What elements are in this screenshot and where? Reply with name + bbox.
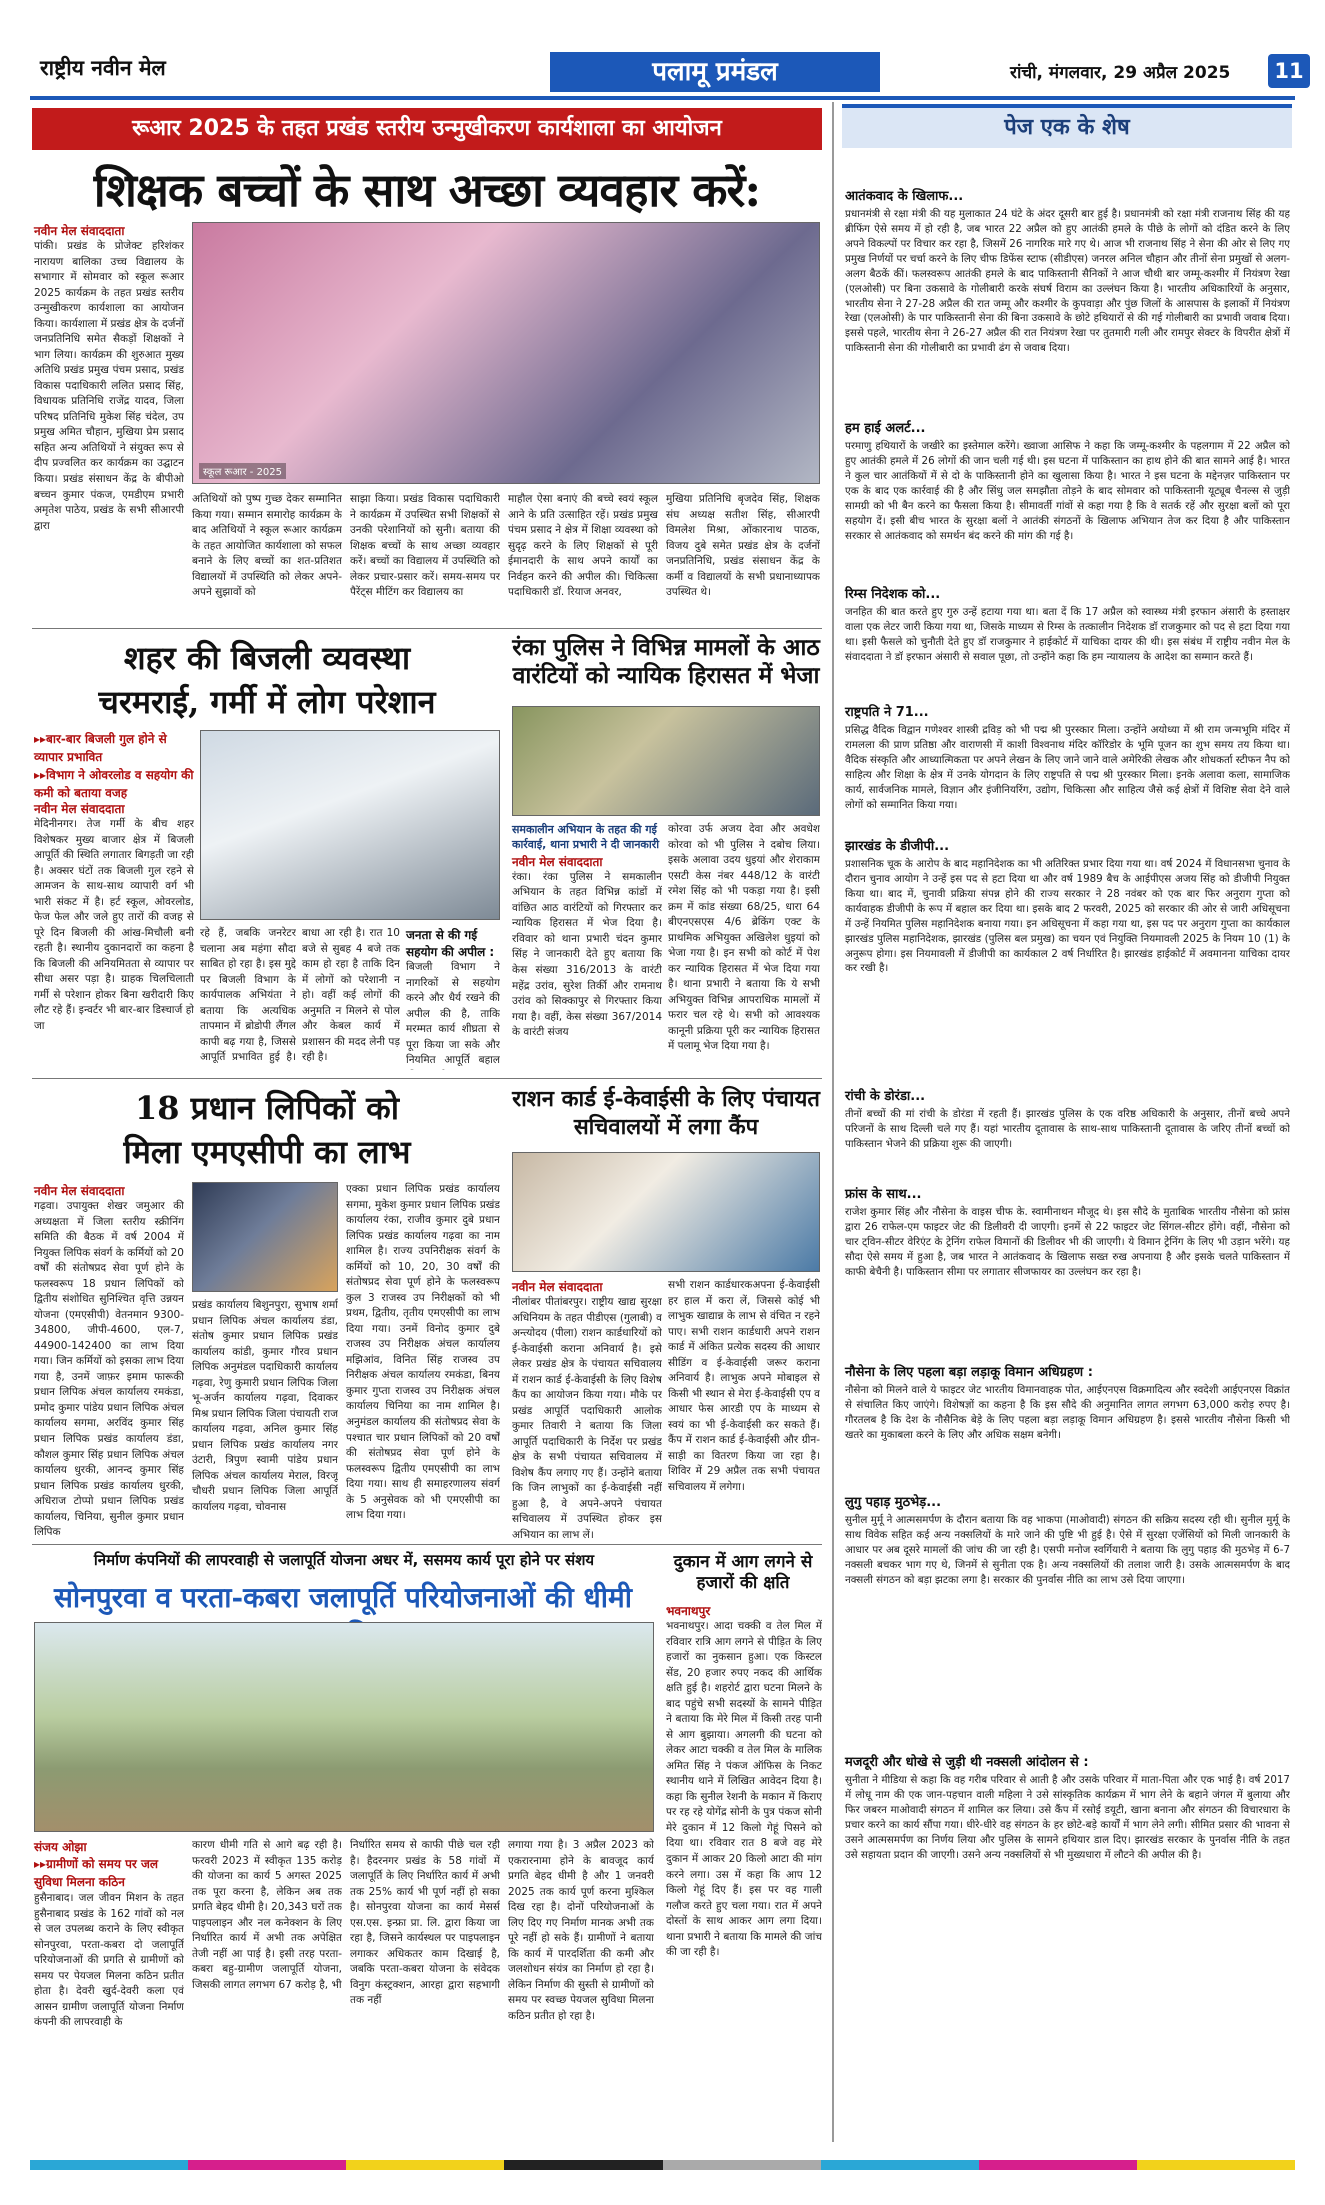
continuation-entry xyxy=(845,1492,1290,1743)
power-deck xyxy=(34,730,194,802)
continuation-entry xyxy=(845,1086,1290,1177)
water-deck-line: ▸▸ ग्रामीणों को समय पर जल सुविधा मिलना कठिन xyxy=(34,1855,184,1891)
water-text-2: कारण धीमी गति से आगे बढ़ रही है। फरवरी 2023 में स्वीकृत 135 करोड़ की योजना का कार्य 5 अगस्त 2025 तक पूरा करना है, लेकिन अब तक प्रगति बेहद धीमी है। 20,343 घरों तक पाइपलाइन और नल कनेक्शन के लिए निर्धारित कार्य में अभी तक अपेक्षित तेजी नहीं आ पाई है। इसी तरह परता-कबरा बहु-ग्रामीण जलापूर्ति योजना, जिसकी लागत लगभग 67 करोड़ है, भी xyxy=(192,1839,342,1991)
power-headline-2: चरमराई, गर्मी में लोग परेशान xyxy=(98,683,436,721)
police-headline: रंका पुलिस ने विभिन्न मामलों के आठ वारंटियों को न्यायिक हिरासत में भेजा xyxy=(512,634,820,689)
entry-title: फ्रांस के साथ... xyxy=(845,1187,922,1202)
fire-headline: दुकान में आग लगने से हजारों की क्षति xyxy=(673,1552,813,1594)
lead-text-3: साझा किया। प्रखंड विकास पदाधिकारी ने कार्यक्रम में उपस्थित सभी शिक्षकों से उनकी परेशानियों को सुनी। बताया की शिक्षक बच्चों के साथ अच्छा व्यवहार करें। बच्चों का विद्यालय में उपस्थिति को लेकर प्रचार-प्रसार करें। समय-समय पर पैरेंट्स मीटिंग कर विद्यालय का xyxy=(350,493,500,599)
water-kicker: निर्माण कंपनियों की लापरवाही से जलापूर्ति योजना अधर में, ससमय कार्य पूरा होने पर संशय xyxy=(93,1551,595,1569)
police-col-1 xyxy=(512,822,662,1060)
column-separator xyxy=(832,102,834,2142)
ration-col-1 xyxy=(512,1278,662,1540)
lead-photo-banner: स्कूल रूआर - 2025 xyxy=(199,463,286,479)
entry-title: नौसेना के लिए पहला बड़ा लड़ाकू विमान अधिग्रहण : xyxy=(845,1365,1093,1380)
color-swatch xyxy=(346,2160,504,2170)
continuation-entry xyxy=(845,1184,1290,1355)
color-swatch xyxy=(1137,2160,1295,2170)
color-swatch xyxy=(821,2160,979,2170)
lead-text-4: माहौल ऐसा बनाएं की बच्चे स्वयं स्कूल आने के प्रति उत्साहित रहें। प्रखंड प्रमुख पंचम प्रसाद ने क्षेत्र में शिक्षा व्यवस्था को सुदृढ़ करने के लिए शिक्षकों से पूरी ईमानदारी के साथ अपने कार्यों का निर्वहन करने की अपील की। चिकित्सा पदाधिकारी डॉ. रियाज अनवर, xyxy=(508,493,658,599)
entry-text: प्रशासनिक चूक के आरोप के बाद महानिदेशक का भी अतिरिक्त प्रभार दिया गया था। वर्ष 2024 में विधानसभा चुनाव के दौरान चुनाव आयोग ने उन्हें इस पद से हटा दिया था और वर्ष 1989 बैच के आईपीएस अजय सिंह को डीजीपी नियुक्त किया था। बाद में, चुनावी प्रक्रिया संपन्न होने की राज्य सरकार ने 28 नवंबर को एक बार फिर अनुराग गुप्ता को कार्यवाहक डीजीपी के रूप में बहाल कर दिया था। इसके बाद 2 फरवरी, 2025 को सरकार की ओर से जारी अधिसूचना में उन्हें नियमित पुलिस महानिदेशक बनाया गया। इन अधिसूचना में कहा गया था, इस पद पर अनुराग गुप्ता का कार्यकाल झारखंड पुलिस महानिदेशक, झारखंड (पुलिस बल प्रमुख) का चयन एवं नियुक्ति नियमावली 2025 के नियम 10 (1) के अनुरूप होगा। इस नियमावली में डीजीपी का कार्यकाल 2 वर्ष निर्धारित है। झारखंड हाईकोर्ट में अवमानना याचिका दायर कर रखी है। xyxy=(845,858,1290,975)
continuation-entry xyxy=(845,1362,1290,1479)
fire-text: भवनाथपुर। आदा चक्की व तेल मिल में रविवार रात्रि आग लगने से पीड़ित के लिए हजारों का नुकसान हुआ। एक किस्टल सेंड, 20 हजार रुपए नकद की आर्थिक क्षति हुई है। शहरोर्ट द्वारा घटना मिलने के बाद पहुंचे सभी सदस्यों के सामने पीड़ित ने बताया कि मेरे मिल में किसी तरह पानी से आग बुझाया। अगलगी की घटना को लेकर आटा चक्की व तेल मिल के मालिक अमित सिंह ने पंकज ऑफिस के निकट स्थानीय थाने में लिखित आवेदन दिया है। कहा कि सुनील रेशनी के मकान में किराए पर रह रहे योगेंद्र सोनी के पुत्र पंकज सोनी मेरे दुकान में 12 किलो गेहूं पिसने को दिया था। रविवार रात 8 बजे वह मेरे दुकान में आकर 20 किलो आटा की मांग करने लगा। उस में कहा कि आप 12 किलो गेहूं दिए हैं। इस पर वह गाली गलौज करते हुए चला गया। रात में अपने दोस्तों के साथ आकर आग लगा दिया। थाना प्रभारी ने बताया कि मामले की जांच की जा रही है। xyxy=(666,1620,822,1959)
header-rule xyxy=(30,96,1295,100)
color-swatch xyxy=(663,2160,821,2170)
water-text-3: निर्धारित समय से काफी पीछे चल रही है। हैदरनगर प्रखंड के 58 गांवों में जलापूर्ति के लिए निर्धारित कार्य में अभी तक 25% कार्य भी पूर्ण नहीं हो सका है। सोनपुरवा योजना का कार्य मेसर्स एस.एस. इन्फ्रा प्रा. लि. द्वारा किया जा रहा है, जिसने कार्यस्थल पर पाइपलाइन लगाकर अधिकतर काम दिखाई है, जबकि परता-कबरा योजना के संवेदक विनुग कंस्ट्रक्शन, आरहा द्वारा सहभागी तक नहीं xyxy=(350,1839,500,2007)
police-text-1: रंका। रंका पुलिस ने समकालीन अभियान के तहत विभिन्न कांडों में वांछित आठ वारंटियों को गिरफ्तार कर न्यायिक हिरासत में भेज दिया है। रविवार को थाना प्रभारी चंदन कुमार सिंह ने जानकारी देते हुए बताया कि केस संख्या 316/2013 के वारंटी महेंद्र उरांव, सुरेश तिर्की और रामनाथ उरांव को सिक्कापुर से गिरफ्तार किया गया है। वहीं, केस संख्या 367/2014 के वारंटी संजय xyxy=(512,870,662,1039)
pradhan-col-1 xyxy=(34,1182,184,1549)
power-subhead: जनता से की गई सहयोग की अपील : xyxy=(406,928,495,959)
ration-byline: नवीन मेल संवाददाता xyxy=(512,1280,603,1294)
entry-title: रांची के डोरंडा... xyxy=(845,1089,926,1104)
entry-text: सुनीता ने मीडिया से कहा कि वह गरीब परिवार से आती है और उसके परिवार में माता-पिता और एक भाई है। वर्ष 2017 में लोधू नाम की एक जान-पहचान वाली महिला ने उसे सांस्कृतिक कार्यक्रम में भाग लेने के बहाने जंगल में बुलाया और फिर जबरन माओवादी संगठन में शामिल कर लिया। उसे कैंप में रसोई डयूटी, खाना बनाना और संगठन की विचारधारा के प्रचार करने का कार्य सौंपा गया। धीरे-धीरे वह संगठन के हर छोटे-बड़े कार्यों में भाग लेने लगी। सीमित प्रसार की भावना से उसने आत्मसमर्पण का निर्णय लिया और पुलिस के सामने हथियार डाल दिए। झारखंड सरकार के पुनर्वास नीति के तहत उसे सहायता प्रदान की जाएगी। उसने अन्य नक्सलियों से भी मुख्यधारा में लौटने की अपील की है। xyxy=(845,1774,1290,1861)
lead-text-1: पांकी। प्रखंड के प्रोजेक्ट हरिशंकर नारायण बालिका उच्च विद्यालय के सभागार में सोमवार को स्कूल रूआर 2025 कार्यक्रम के तहत प्रखंड स्तरीय उन्मुखीकरण कार्यशाला का आयोजन किया। कार्यशाला में प्रखंड क्षेत्र के दर्जनों जनप्रतिनिधि समेत सैकड़ों शिक्षकों ने भाग लिया। कार्यक्रम की शुरुआत मुख्य अतिथि प्रखंड प्रमुख पंचम प्रसाद, प्रखंड विकास पदाधिकारी ललित प्रसाद सिंह, विधायक प्रतिनिधि राजेंद्र यादव, जिला परिषद प्रतिनिधि मुकेश सिंह चंदेल, उप प्रमुख अमित चौहान, मुखिया प्रेम प्रसाद सहित अन्य अतिथियों ने संयुक्त रूप से दीप प्रज्वलित कर कार्यक्रम का उद्घाटन किया। प्रखंड संसाधन केंद्र के बीपीओ बच्चन कुमार पंकज, एमडीएम प्रभारी अमृतेश पाठेय, प्रखंड के सभी सीआरपी द्वारा xyxy=(34,240,184,532)
entry-text: सुनील मुर्मू ने आत्मसमर्पण के दौरान बताया कि वह भाकपा (माओवादी) संगठन की सक्रिय सदस्य रही थी। सुनील मुर्मू के साथ विवेक सहित कई अन्य नक्सलियों के मारे जाने की पुष्टि भी हुई है। ऐसे में सुरक्षा एजेंसियों को मिली जानकारी के आधार पर अब दूसरे मामलों की जांच की जा रही है। एसपी मनोज स्वर्गियारी ने बताया कि लुगु पहाड़ की मुठभेड़ में 6-7 नक्सली बचकर भाग गए थे, जिनमें से सुनीता एक है। अन्य नक्सलियों की तलाश जारी है। उसके आत्मसमर्पण के बाद नक्सली संगठन को बड़ा झटका लगा है। सरकार की पुनर्वास नीति का लाभ उसे दिया जाएगा। xyxy=(845,1514,1290,1586)
section-title: पलामू प्रमंडल xyxy=(550,52,880,92)
color-swatch xyxy=(979,2160,1137,2170)
pradhan-photo xyxy=(192,1182,338,1292)
power-headline-1: शहर की बिजली व्यवस्था xyxy=(123,639,411,677)
color-swatch xyxy=(188,2160,346,2170)
police-caption: समकालीन अभियान के तहत की गई कार्रवाई, थाना प्रभारी ने दी जानकारी xyxy=(512,823,660,852)
newspaper-brand: राष्ट्रीय नवीन मेल xyxy=(40,55,166,80)
entry-text: राजेश कुमार सिंह और नौसेना के वाइस चीफ के. स्वामीनाथन मौजूद थे। इस सौदे के मुताबिक भारतीय नौसेना को फ्रांस द्वारा 26 राफेल-एम फाइटर जेट की डिलीवरी दी जाएगी। इनमें से 22 फाइटर जेट सिंगल-सीटर होंगे। वहीं, नौसेना को चार ट्विन-सीटर वेरिएंट के ट्रेनिंग राफेल विमानों की डिलीवर भी की जाएगी। ये विमान ट्रेनिंग के लिए भी उड़ान भरेंगे। यह सौदा ऐसे समय में हुआ है, जब भारत ने आतंकवाद के खिलाफ सख्त रुख अपनाया है और इसके चलते पाकिस्तान में काफी बेचैनी है। पाकिस्तान सीमा पर लगातार सीजफायर का उल्लंघन कर रहा है। xyxy=(845,1206,1290,1278)
power-deck-line: ▸▸ बार-बार बिजली गुल होने से व्यापार प्रभावित xyxy=(34,730,194,766)
page-number: 11 xyxy=(1268,54,1310,88)
water-headline: सोनपुरवा व परता-कबरा जलापूर्ति परियोजनाओं की धीमी xyxy=(54,1581,632,1614)
continuation-entry xyxy=(845,836,1290,1077)
ration-text-1: नीलांबर पीतांबरपुर। राष्ट्रीय खाद्य सुरक्षा अधिनियम के तहत पीडीएस (गुलाबी) व अन्त्योदय (पीला) राशन कार्डधारियों को ई-केवाईसी कराना अनिवार्य है। इसे लेकर प्रखंड क्षेत्र के पंचायत सचिवालय में राशन कार्ड ई-केवाईसी के लिए विशेष कैंप का आयोजन किया गया। मौके पर प्रखंड आपूर्ति पदाधिकारी आलोक कुमार तिवारी ने बताया कि जिला आपूर्ति पदाधिकारी के निर्देश पर प्रखंड क्षेत्र के सभी पंचायत सचिवालय में विशेष कैंप लगाए गए हैं। उन्होंने बताया कि जिन लाभुकों का ई-केवाईसी नहीं हुआ है, वे अपने-अपने पंचायत सचिवालय में उपस्थित होकर इस अभियान का लाभ लें। xyxy=(512,1296,662,1540)
power-text-1: मेदिनीनगर। तेज गर्मी के बीच शहर विशेषकर मुख्य बाजार क्षेत्र में बिजली आपूर्ति की स्थिति लगातार बिगड़ती जा रही है। अक्सर घंटों तक बिजली गुल रहने से आमजन के साथ-साथ व्यापारी वर्ग भी भारी संकट में है। हर्ट स्कूल, ओवरलोड, फेज फेल और जले हुए तारों की वजह से पूरे दिन बिजली की आंख-मिचौली बनी रहती है। स्थानीय दुकानदारों का कहना है कि बिजली की अनियमितता से व्यापार पर सीधा असर पड़ा है। ग्राहक चिलचिलाती गर्मी से परेशान होकर बिना खरीदारी किए लौट रहे हैं। इन्वर्टर भी बार-बार डिस्चार्ज हो जा xyxy=(34,818,194,1032)
water-text-4: लगाया गया है। 3 अप्रैल 2023 को एकरारनामा होने के बावजूद कार्य प्रगति बेहद धीमी है और 1 जनवरी 2025 तक कार्य पूर्ण करना मुश्किल दिख रहा है। दोनों परियोजनाओं के लिए दिए गए निर्माण मानक अभी तक पूरे नहीं हो सके हैं। ग्रामीणों ने बताया कि कार्य में पारदर्शिता की कमी और जलशोधन संयंत्र का निर्माण हो रहा है। लेकिन निर्माण की सुस्ती से ग्रामीणों को समय पर स्वच्छ पेयजल सुविधा मिलना कठिन प्रतीत हो रहा है। xyxy=(508,1839,654,2022)
power-col-4 xyxy=(406,926,500,1070)
entry-title: आतंकवाद के खिलाफ... xyxy=(845,189,964,204)
entry-title: मजदूरी और धोखे से जुड़ी थी नक्सली आंदोलन से : xyxy=(845,1755,1089,1770)
water-col-1 xyxy=(34,1838,184,2131)
lead-photo xyxy=(192,222,820,484)
water-photo xyxy=(34,1622,654,1832)
color-swatch xyxy=(504,2160,662,2170)
lead-headline: शिक्षक बच्चों के साथ अच्छा व्यवहार करें: xyxy=(93,163,761,217)
lead-col-1 xyxy=(34,222,184,639)
ration-headline: राशन कार्ड ई-केवाईसी के लिए पंचायत सचिवालयों में लगा कैंप xyxy=(512,1086,820,1140)
police-byline: नवीन मेल संवाददाता xyxy=(512,854,603,869)
police-text-2: कोरवा उर्फ अजय देवा और अवधेश कोरवा को भी पुलिस ने दबोच लिया। इसके अलावा उदय धुइयां और शेराकाम एसटी केस नंबर 448/12 के वारंटी रमेश सिंह को भी पकड़ा गया है। इसी क्रम में कांड संख्या 68/25, धारा 64 बीएनएसएस 4/6 ब्रेकिंग एक्ट के प्राथमिक अभियुक्त अखिलेश धुइयां को भेजा गया है। इन सभी को कोर्ट में पेश कर न्यायिक हिरासत में भेज दिया गया है। थाना प्रभारी ने बताया कि ये सभी अभियुक्त विभिन्न आपराधिक मामलों में फरार चल रहे थे। सभी को आवश्यक कानूनी प्रक्रिया पूरी कर न्यायिक हिरासत में पलामू भेज दिया गया है। xyxy=(668,823,820,1053)
pradhan-headline-1: 18 प्रधान लिपिकों को xyxy=(134,1089,400,1127)
power-col-1 xyxy=(34,800,194,1077)
power-photo xyxy=(200,730,500,920)
pradhan-byline: नवीन मेल संवाददाता xyxy=(34,1184,125,1198)
pradhan-text-3: एक्का प्रधान लिपिक प्रखंड कार्यालय सगमा, मुकेश कुमार प्रधान लिपिक प्रखंड कार्यालय रंका, राजीव कुमार दुबे प्रधान लिपिक प्रखंड कार्यालय गढ़वा का नाम शामिल है। राज्य उपनिरीक्षक संवर्ग के कर्मियों को 10, 20, 30 वर्षों की संतोषप्रद सेवा पूर्ण होने के फलस्वरूप कुल 3 राजस्व उप निरीक्षकों को भी प्रथम, द्वितीय, तृतीय एमएसीपी का लाभ दिया गया। उनमें विनोद कुमार दुबे राजस्व उप निरीक्षक अंचल कार्यालय मझिआंव, विनित सिंह राजस्व उप निरीक्षक अंचल कार्यालय रमकंडा, बिनय कुमार गुप्ता राजस्व उप निरीक्षक अंचल कार्यालय चिनिया का नाम शामिल है। अनुमंडल कार्यालय की संतोषप्रद सेवा के पश्चात चार प्रधान लिपिकों को 20 वर्षों की संतोषप्रद सेवा पूर्ण होने के फलस्वरूप द्वितीय एमएसीपी का लाभ दिया गया। साथ ही समाहरणालय संवर्ग के 5 अनुसेवक को भी एमएसीपी का लाभ दिया गया। xyxy=(346,1183,500,1522)
divider xyxy=(32,628,822,629)
right-column-tab: पेज एक के शेष xyxy=(842,104,1292,148)
masthead xyxy=(30,42,1304,94)
water-byline: संजय ओझा xyxy=(34,1840,87,1854)
police-photo xyxy=(512,706,820,816)
entry-text: तीनों बच्चों की मां रांची के डोरंडा में रहती हैं। झारखंड पुलिस के एक वरिष्ठ अधिकारी के अनुसार, तीनों बच्चे अपने परिजनों के साथ दिल्ली चले गए हैं। यहां भारतीय दूतावास के साथ-साथ पाकिस्तानी दूतावास के जरिए तीनों बच्चों को पाकिस्तान भेजने की प्रक्रिया शुरू की जाएगी। xyxy=(845,1108,1290,1150)
print-color-bar xyxy=(30,2160,1295,2170)
lead-text-5: मुखिया प्रतिनिधि बृजदेव सिंह, शिक्षक संघ अध्यक्ष सतीश सिंह, सीआरपी विमलेश मिश्रा, ओंकारनाथ पाठक, विजय दुबे समेत प्रखंड क्षेत्र के दर्जनों जनप्रतिनिधि, प्रखंड संसाधन केंद्र के कर्मी व विद्यालयों के सभी प्रधानाध्यापक उपस्थित थे। xyxy=(666,493,820,599)
color-swatch xyxy=(30,2160,188,2170)
power-deck-line: ▸▸ विभाग ने ओवरलोड व सहयोग की कमी को बताया वजह xyxy=(34,766,194,802)
lead-byline: नवीन मेल संवाददाता xyxy=(34,224,125,238)
continuation-entry xyxy=(845,584,1290,695)
fire-byline: भवनाथपुर xyxy=(666,1604,711,1618)
water-deck xyxy=(34,1855,184,1891)
dateline: रांची, मंगलवार, 29 अप्रैल 2025 xyxy=(1010,63,1231,83)
continuation-entry xyxy=(845,1752,1290,2153)
water-text-1: हुसैनाबाद। जल जीवन मिशन के तहत हुसैनाबाद प्रखंड के 162 गांवों को नल से जल उपलब्ध कराने के लिए स्वीकृत सोनपुरवा, परता-कबरा दो जलापूर्ति परियोजनाओं की प्रगति से ग्रामीणों को समय पर पेयजल मिलना कठिन प्रतीत होता है। देवरी खुर्द-देवरी कला एवं आसन ग्रामीण जलापूर्ति योजना निर्माण कंपनी की लापरवाही के xyxy=(34,1892,184,2029)
entry-text: परमाणु हथियारों के जखीरे का इस्तेमाल करेंगे। ख्वाजा आसिफ ने कहा कि जम्मू-कश्मीर के पहलगाम में 22 अप्रैल को हुए आतंकी हमले में 26 लोगों की जान चली गई थी। इस घटना में पाकिस्तान का हाथ होने की बात सामने आई है। भारत ने कुल चार आतंकियों में से दो के पाकिस्तानी होने का खुलासा किया है। भारत ने इस घटना के मद्देनज़र पाकिस्तान पर एक के बाद एक कार्रवाई की है और सिंधु जल समझौता तोड़ने के बाद सोमवार को पाकिस्तानी यूट्यूब चैनल्स से जुड़ी सामग्री को भी बैन करने का फैसला किया है। सीमावर्ती गांवों से कहा गया है कि वे सतर्क रहें और सुरक्षा बलों को पूरा सहयोग दें। इसी बीच भारत के सुरक्षा बलों ने आतंकी संगठनों के खिलाफ अभियान तेज कर दिया है और पाकिस्तान सरकार से आतंकवाद को समर्थन बंद करने की मांग की गई है। xyxy=(845,440,1290,542)
lead-text-2: अतिथियों को पुष्प गुच्छ देकर सम्मानित किया गया। सम्मान समारोह कार्यक्रम के बाद अतिथियों ने स्कूल रूआर कार्यक्रम के तहत आयोजित कार्यशाला को सफल बनाने के लिए बच्चों का शत-प्रतिशत विद्यालयों में उपस्थिति को लेकर अपने-अपने सुझावों को xyxy=(192,493,342,599)
divider xyxy=(32,1078,822,1079)
continuation-entry xyxy=(845,186,1290,432)
ration-photo xyxy=(512,1152,820,1272)
fire-col xyxy=(666,1602,822,2139)
entry-text: प्रधानमंत्री से रक्षा मंत्री की यह मुलाकात 24 घंटे के अंदर दूसरी बार हुई है। प्रधानमंत्री को रक्षा मंत्री राजनाथ सिंह की यह ब्रीफिंग ऐसे समय में हो रही है, जब भारत 22 अप्रैल को हुए आतंकी हमले के पीछे के लोगों को दंडित करने के लिए अपने विकल्पों पर विचार कर रहा है, जिसमें 26 नागरिक मारे गए थे। आज भी राजनाथ सिंह ने सेना की ओर से लिए गए प्रमुख निर्णयों पर चर्चा करने के लिए चीफ डिफेंस स्टाफ (सीडीएस) जनरल अनिल चौहान और तीनों सेना प्रमुखों से अलग-अलग बैठकें कीं। फलस्वरूप आतंकी हमले के बाद पाकिस्तानी सैनिकों ने आज चौथी बार जम्मू-कश्मीर में नियंत्रण रेखा (एलओसी) पर बिना उकसावे के गोलीबारी करके संघर्ष विराम का उल्लंघन किया है। भारतीय अधिकारियों के अनुसार, भारतीय सेना ने 27-28 अप्रैल की रात जम्मू और कश्मीर के कुपवाड़ा और पुंछ जिलों के आसपास के इलाकों में नियंत्रण रेखा (एलओसी) के पार पाकिस्तानी सेना की बिना उकसावे के छोटे हथियारों से की गई गोलीबारी का प्रभावी जवाब दिया। इससे पहले, भारतीय सेना ने 26-27 अप्रैल की रात नियंत्रण रेखा पर तुतमारी गली और रामपुर सेक्टर के विपरीत क्षेत्रों में पाकिस्तानी सेना की गोलीबारी का प्रभावी ढंग से जवाब दिया। xyxy=(845,208,1290,355)
entry-text: नौसेना को मिलने वाले ये फाइटर जेट भारतीय विमानवाहक पोत, आईएनएस विक्रमादित्य और स्वदेशी आईएनएस विक्रांत से संचालित किए जाएंगे। विशेषज्ञों का कहना है कि इस सौदे की अनुमानित लागत लगभग 63,000 करोड़ रुपए है। गौरतलब है कि देश के नौसैनिक बेड़े के लिए पहला बड़ा लड़ाकू विमान अधिग्रहण है। इससे भारतीय नौसेना किसी भी खतरे का मुकाबला करने के लिए और अधिक सक्षम बनेगी। xyxy=(845,1384,1290,1441)
lead-kicker: रूआर 2025 के तहत प्रखंड स्तरीय उन्मुखीकरण कार्यशाला का आयोजन xyxy=(32,108,822,150)
entry-text: प्रसिद्ध वैदिक विद्वान गणेश्वर शास्त्री द्रविड़ को भी पद्म श्री पुरस्कार मिला। उन्होंने अयोध्या में श्री राम जन्मभूमि मंदिर में रामलला की प्राण प्रतिष्ठा और वाराणसी में काशी विश्वनाथ मंदिर कॉरिडोर के भूमि पूजन का शुभ समय तय किया था। वैदिक संस्कृति और आध्यात्मिकता पर अपने लेखन के लिए जाने जाने वाले अमेरिकी लेखक और शोधकर्ता स्टीफन नैप को साहित्य और शिक्षा के क्षेत्र में उनके योगदान के लिए राष्ट्रपति से पद्म श्री पुरस्कार मिला। इनके अलावा कला, सामाजिक कार्य, सार्वजनिक मामले, विज्ञान और इंजीनियरिंग, उद्योग, चिकित्सा और साहित्य जैसे कई क्षेत्रों में विशिष्ट सेवा देने वाले लोगों को सम्मानित किया गया। xyxy=(845,724,1290,811)
entry-title: लुगु पहाड़ मुठभेड़... xyxy=(845,1495,942,1510)
continuation-entry xyxy=(845,702,1290,828)
entry-title: राष्ट्रपति ने 71... xyxy=(845,705,929,720)
entry-title: रिम्स निदेशक को... xyxy=(845,587,941,602)
power-text-4: बिजली विभाग ने नागरिकों से सहयोग करने और धैर्य रखने की अपील की है, ताकि मरम्मत कार्य शीघ्रता से पूरा किया जा सके और नियमित आपूर्ति बहाल xyxy=(406,961,500,1067)
entry-title: हम हाई अलर्ट... xyxy=(845,421,926,436)
power-text-3: बाधा आ रही है। रात 10 बजे से सुबह 4 बजे तक काम हो रहा है ताकि दिन में लोगों को परेशानी न हो। वहीं कई लोगों की अनुमति न मिलने से पोल और केबल कार्य में प्रशासन की मदद लेनी पड़ रही है। xyxy=(302,927,400,1064)
pradhan-text-1: गढ़वा। उपायुक्त शेखर जमुआर की अध्यक्षता में जिला स्तरीय स्क्रीनिंग समिति की बैठक में वर्ष 2004 में नियुक्त लिपिक संवर्ग के कर्मियों को 20 वर्षों की संतोषप्रद सेवा पूर्ण होने के फलस्वरूप 18 प्रधान लिपिकों को द्वितीय संशोधित सुनिश्चित वृत्ति उन्नयन योजना (एमएसीपी) वेतनमान 9300-34800, जीपी-4600, एल-7, 44900-142400 का लाभ दिया गया। जिन कर्मियों को इसका लाभ दिया गया है, उनमें जाफ़र इमाम फारूकी प्रधान लिपिक अंचल कार्यालय रमकंडा, प्रमोद कुमार पांडेय प्रधान लिपिक अंचल कार्यालय सगमा, अरविंद कुमार सिंह प्रधान लिपिक प्रखंड कार्यालय डंडा, कौशल कुमार सिंह प्रधान लिपिक अंचल कार्यालय धुरकी, आनन्द कुमार सिंह प्रधान लिपिक प्रखंड कार्यालय धुरकी, अधिराज टोप्पो प्रधान लिपिक प्रखंड कार्यालय, चिनिया, सुनील कुमार प्रधान लिपिक xyxy=(34,1200,184,1539)
power-byline: नवीन मेल संवाददाता xyxy=(34,802,125,816)
pradhan-headline-2: मिला एमएसीपी का लाभ xyxy=(123,1133,411,1171)
power-text-2: रहे हैं, जबकि जनरेटर चलाना अब महंगा सौदा साबित हो रहा है। इस मुद्दे पर बिजली विभाग के कार्यपालक अभियंता ने बताया कि अत्यधिक तापमान में ब्रोडोपी लैंगल कापी बढ़ गया है, जिससे आपूर्ति प्रभावित हुई है। xyxy=(200,927,296,1064)
ration-text-2: सभी राशन कार्डधारकअपना ई-केवाईसी हर हाल में करा लें, जिससे कोई भी लाभुक खाद्यान्न के लाभ से वंचित न रहने पाए। सभी राशन कार्डधारी अपने राशन कार्ड में अंकित प्रत्येक सदस्य की आधार सीडिंग व ई-केवाईसी जरूर कराना अनिवार्य है। लाभुक अपने मोबाइल से किसी भी स्थान से मेरा ई-केवाईसी एप व आधार फेस आरडी एप के माध्यम से स्वयं का भी ई-केवाईसी कर सकते हैं। कैंप में राशन कार्ड ई-केवाईसी और ग्रीन-साड़ी का वितरण किया जा रहा है। शिविर में 29 अप्रैल तक सभी पंचायत सचिवालय में लगेगा। xyxy=(668,1279,820,1493)
continuation-entry xyxy=(845,418,1290,579)
divider xyxy=(32,1544,822,1545)
entry-title: झारखंड के डीजीपी... xyxy=(845,839,950,854)
entry-text: जनहित की बात करते हुए गुरु उन्हें हटाया गया था। बता दें कि 17 अप्रैल को स्वास्थ्य मंत्री इरफान अंसारी के हस्ताक्षर वाला एक लेटर जारी किया गया था, जिसके माध्यम से रिम्स के तत्कालीन निदेशक डॉ राजकुमार को पद से हटा दिया गया था। इसी फैसले को चुनौती देते हुए डॉ राजकुमार ने हाईकोर्ट में याचिका दायर की थी। इस संबंध में राष्ट्रीय नवीन मेल के संवाददाता ने डॉ इरफान अंसारी से सवाल पूछा, तो उन्होंने कहा कि हम न्यायालय के आदेश का सम्मान करते हैं। xyxy=(845,606,1290,663)
pradhan-text-2: प्रखंड कार्यालय बिशुनपुरा, सुभाष शर्मा प्रधान लिपिक अंचल कार्यालय डंडा, संतोष कुमार प्रधान लिपिक प्रखंड कार्यालय कांडी, कुमार गौरव प्रधान लिपिक अनुमंडल पदाधिकारी कार्यालय गढ़वा, रेणु कुमारी प्रधान लिपिक जिला भू-अर्जन कार्यालय गढ़वा, दिवाकर मिश्र प्रधान लिपिक जिला पंचायती राज कार्यालय गढ़वा, अनिल कुमार सिंह प्रधान लिपिक प्रखंड कार्यालय नगर उंटारी, त्रिपुण स्वामी पांडेय प्रधान लिपिक अंचल कार्यालय मेराल, विरजू चौधरी प्रधान लिपिक जिला आपूर्ति कार्यालय गढ़वा, चोवनास xyxy=(192,1299,338,1513)
